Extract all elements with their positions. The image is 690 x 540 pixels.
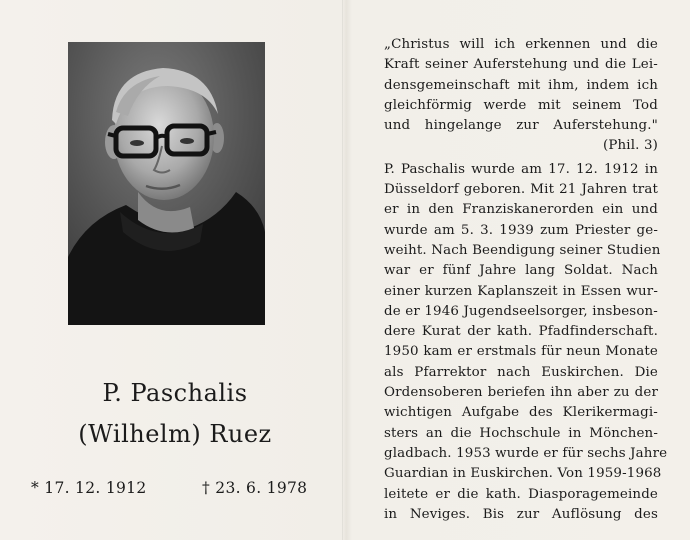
quote-line: und hingelange zur Auferstehung."	[384, 118, 658, 134]
bio-line: Guardian in Euskirchen. Von 1959-1968	[384, 466, 662, 482]
birth-date: * 17. 12. 1912	[31, 479, 147, 497]
text-column	[384, 35, 668, 525]
bio-line: in Neviges. Bis zur Auflösung des	[384, 506, 658, 522]
death-date: † 23. 6. 1978	[202, 479, 308, 497]
name-secondary: (Wilhelm) Ruez	[78, 420, 272, 448]
card-fold	[342, 0, 343, 540]
bio-line: 1950 kam er erstmals für neun Monate	[384, 344, 658, 360]
quote-line: gleichförmig werde mit seinem Tod	[384, 97, 658, 113]
bio-line: sters an die Hochschule in Mönchen-	[384, 425, 658, 441]
bio-line: als Pfarrektor nach Euskirchen. Die	[384, 364, 658, 380]
bio-line: dere Kurat der kath. Pfadfinderschaft.	[384, 324, 658, 340]
bio-line: P. Paschalis wurde am 17. 12. 1912 in	[384, 161, 658, 177]
bio-line: leitete er die kath. Diasporagemeinde	[384, 486, 658, 502]
bio-line: de er 1946 Jugendseelsorger, insbeson-	[384, 303, 658, 319]
bio-line: Düsseldorf geboren. Mit 21 Jahren trat	[384, 182, 658, 198]
quote-line: „Christus will ich erkennen und die	[384, 37, 658, 52]
bio-line: Ordensoberen beriefen ihn aber zu der	[384, 385, 658, 401]
bio-line: wurde am 5. 3. 1939 zum Priester ge-	[384, 222, 658, 238]
bio-line: gladbach. 1953 wurde er für sechs Jahre	[384, 445, 668, 461]
portrait-photo	[68, 42, 265, 325]
bio-line: er in den Franziskanerorden ein und	[384, 202, 658, 218]
portrait-image	[68, 42, 265, 325]
quote-line: Kraft seiner Auferstehung und die Lei-	[384, 57, 658, 73]
bio-line: weiht. Nach Beendigung seiner Studien	[384, 242, 661, 258]
bio-line: war er fünf Jahre lang Soldat. Nach	[384, 263, 658, 279]
name-primary: P. Paschalis	[102, 379, 248, 407]
quote-line: densgemeinschaft mit ihm, indem ich	[384, 77, 658, 93]
bio-line: wichtigen Aufgabe des Klerikermagi-	[384, 405, 658, 421]
quote-source: (Phil. 3)	[602, 138, 658, 154]
bio-line: einer kurzen Kaplanszeit in Essen wur-	[384, 283, 658, 299]
